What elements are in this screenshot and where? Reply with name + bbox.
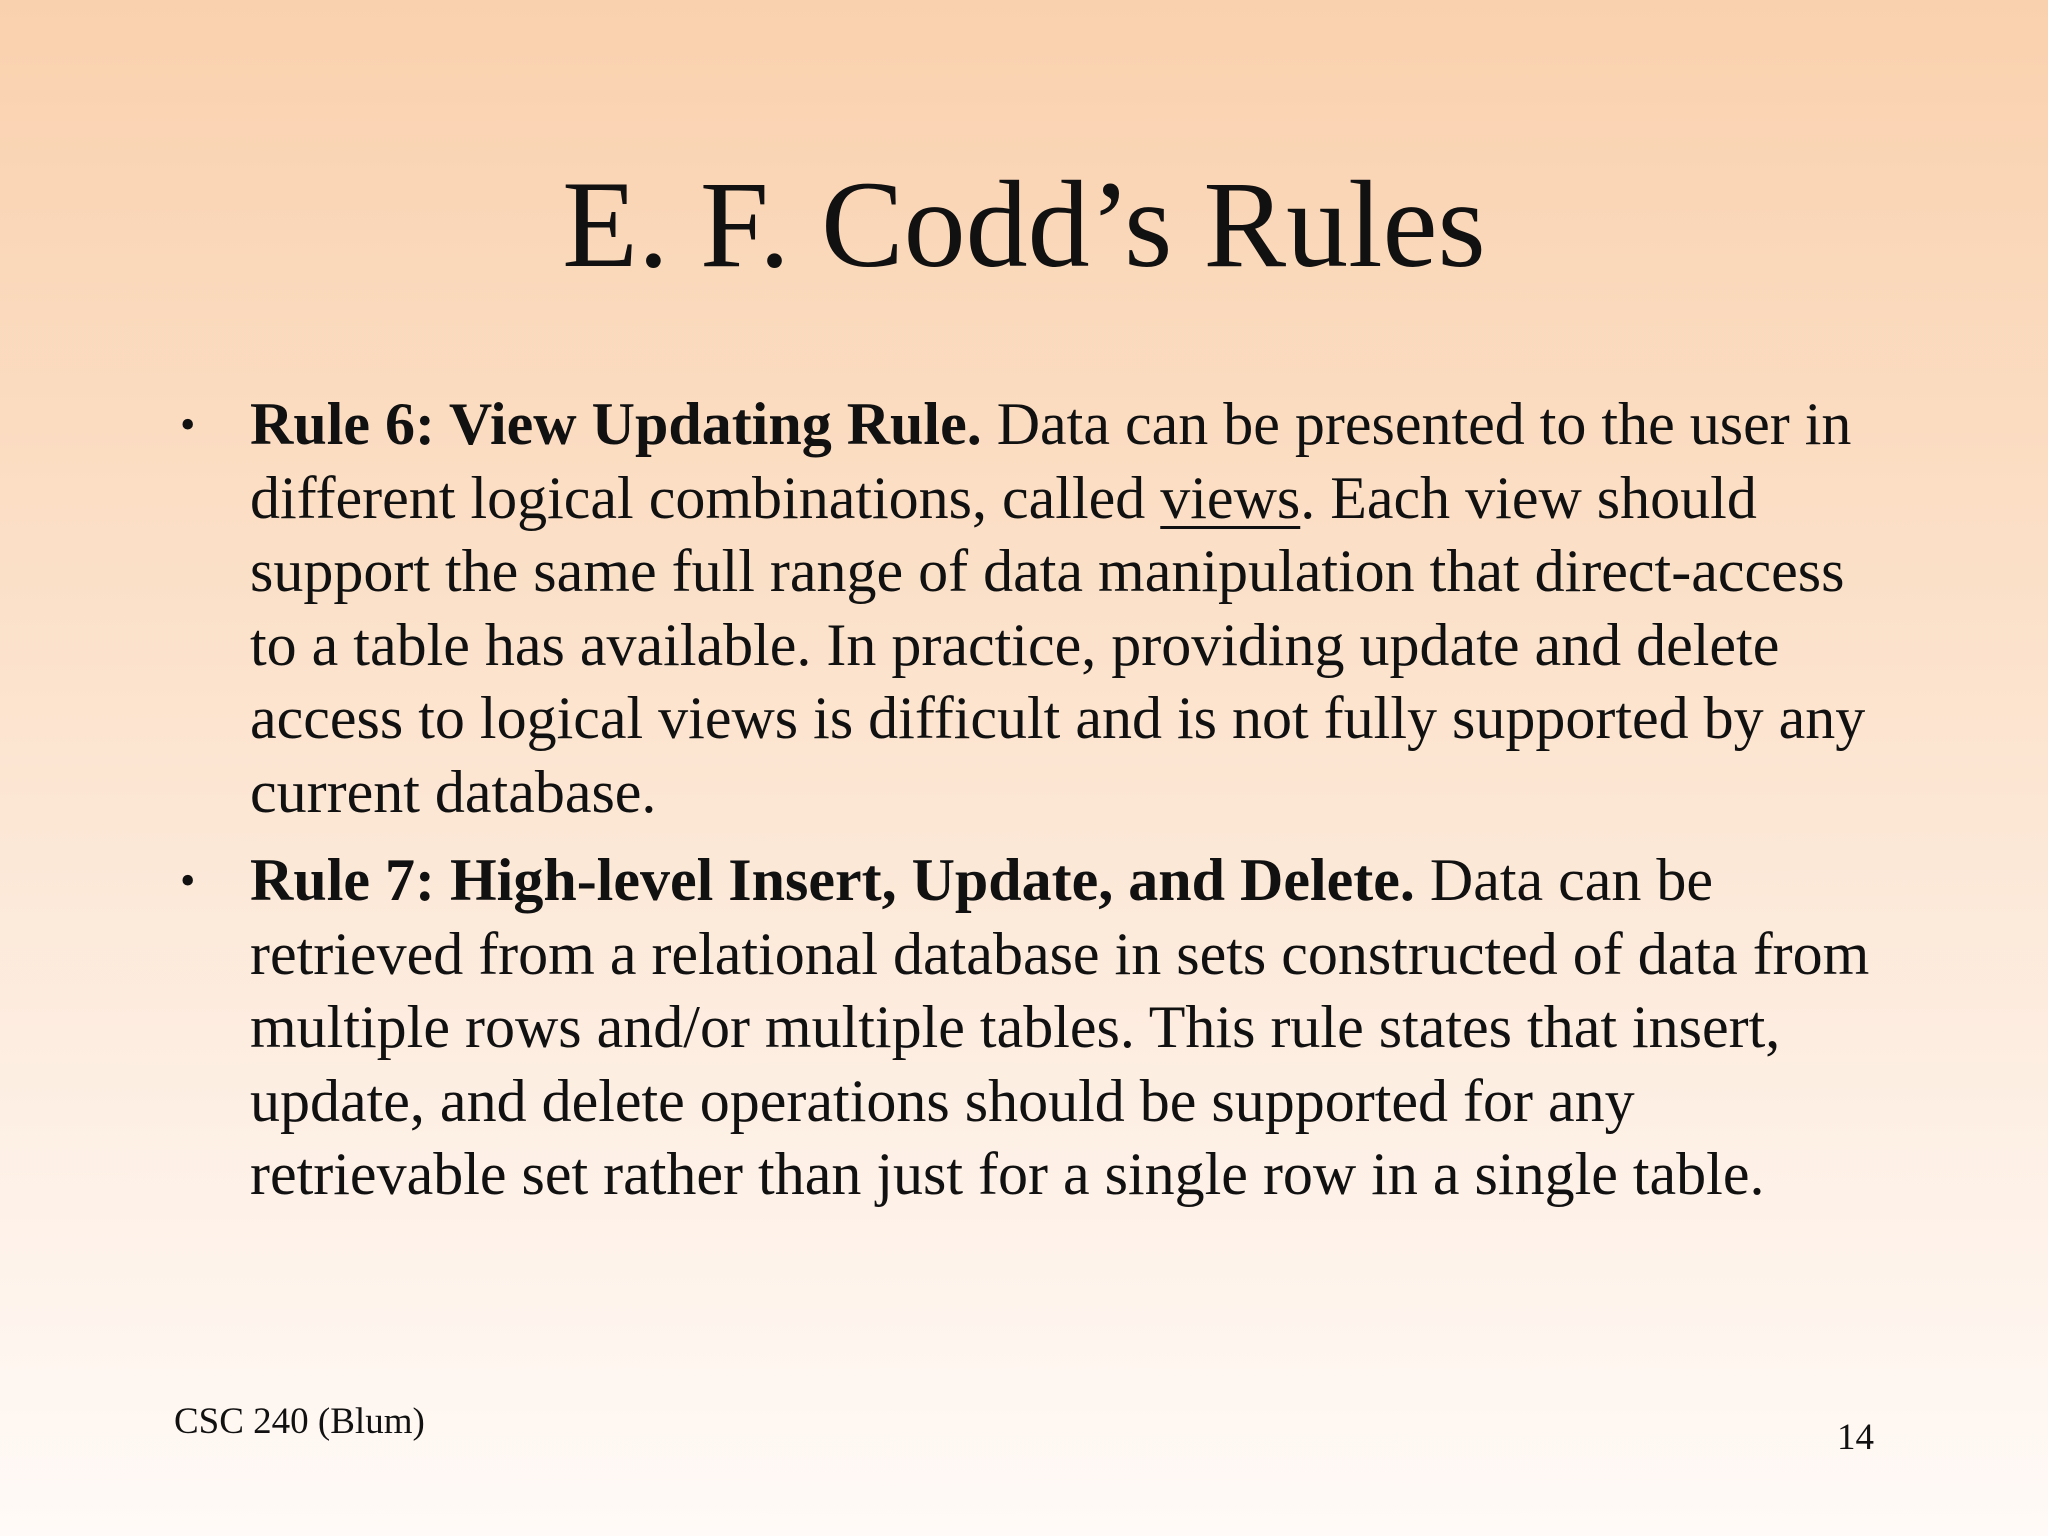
rule-7-text: Data can be retrieved from a relational database in sets constructed of data from multiple rows and/or multiple tables. This rule states that insert, update, and delete operations should be supported for any retrievable set rather than just for a single row in a single table. bbox=[250, 847, 1870, 1207]
bullet-marker: • bbox=[180, 400, 196, 449]
rule-6-heading: Rule 6: View Updating Rule. bbox=[250, 391, 982, 457]
footer-course: CSC 240 (Blum) bbox=[174, 1401, 425, 1442]
slide-title: E. F. Codd’s Rules bbox=[562, 156, 1486, 293]
rule-7-heading: Rule 7: High-level Insert, Update, and Delete. bbox=[250, 847, 1415, 913]
page-number: 14 bbox=[1837, 1417, 1874, 1458]
bullet-rule-6 bbox=[180, 388, 1870, 829]
views-underlined-term: views bbox=[1160, 464, 1301, 531]
bullet-rule-7 bbox=[180, 844, 1870, 1212]
rule-6-text-before: Data can be presented to the user in different logical combinations, called bbox=[250, 391, 1852, 531]
bullet-marker: • bbox=[180, 856, 196, 905]
rule-6-text-after: . Each view should support the same full range of data manipulation that direct-access to a table has available. In practice, providing update and delete access to logical views is difficult and is not fully supported by any current database. bbox=[250, 464, 1866, 825]
bullet-list bbox=[180, 388, 1870, 1227]
